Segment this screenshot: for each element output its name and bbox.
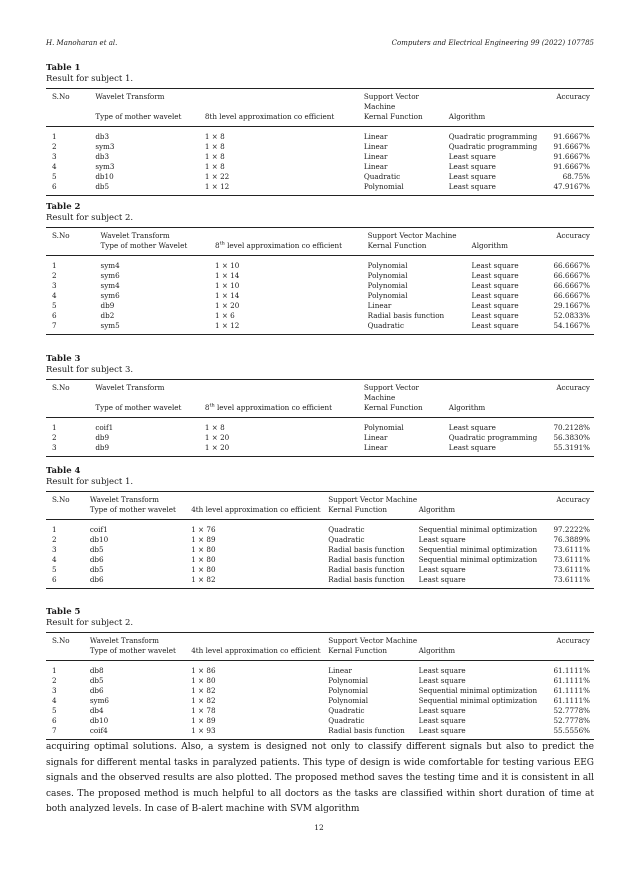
table-cell: db5 [89, 676, 104, 685]
table-cell: 1 × 89 [191, 716, 216, 725]
table-cell: Radial basis function [367, 311, 445, 320]
table-header-cell: Wavelet Transform [89, 636, 159, 645]
table-cell: 55.5556% [553, 726, 590, 735]
table-cell: db2 [100, 311, 115, 320]
table-cell: 76.3889% [553, 535, 590, 544]
table-row [46, 127, 594, 143]
table-row [46, 726, 594, 740]
table-cell: 1 × 8 [204, 423, 225, 432]
table-cell: Least square [448, 443, 496, 452]
table-cell: Least square [471, 281, 519, 290]
table-cell: 66.6667% [553, 271, 590, 280]
table-block [46, 202, 594, 335]
table-block [46, 354, 594, 457]
table-cell: 70.2128% [553, 423, 590, 432]
table-cell: Quadratic programming [448, 132, 538, 141]
table-header-cell: Type of mother Wavelet [100, 241, 188, 250]
table-header-cell [46, 646, 90, 661]
table-header-cell: Support Vector Machine [328, 495, 418, 504]
table-cell: 3 [52, 152, 57, 161]
table-cell: Least square [471, 271, 519, 280]
table-cell: 1 [52, 525, 57, 534]
table-cell: 55.3191% [553, 443, 590, 452]
table-header-cell: Support Vector Machine [363, 383, 419, 402]
table-cell: 1 × 20 [215, 301, 240, 310]
table-cell: 4 [52, 291, 57, 300]
table-header-row [46, 380, 594, 404]
table-cell: 1 × 80 [191, 555, 216, 564]
table-cell: Polynomial [363, 182, 404, 191]
table-cell: 1 [52, 423, 57, 432]
table-cell: db10 [89, 716, 109, 725]
table-cell: Least square [448, 182, 496, 191]
table-cell: 91.6667% [553, 162, 590, 171]
table-row [46, 696, 594, 706]
table-cell: Polynomial [367, 291, 408, 300]
table-cell: 5 [52, 172, 57, 181]
table-cell: db4 [89, 706, 104, 715]
table-header-cell: 4th level approximation co efficient [191, 646, 321, 655]
table-cell: 73.6111% [553, 545, 590, 554]
table-header-cell [449, 380, 553, 404]
table-cell: Radial basis function [328, 565, 405, 574]
table-row [46, 256, 594, 272]
table-header-cell: Wavelet Transform [89, 495, 159, 504]
table-cell: 1 × 6 [215, 311, 235, 320]
table-header-cell: Support Vector Machine [363, 92, 419, 111]
table-cell: 47.9167% [553, 182, 590, 191]
table-cell: Quadratic [363, 172, 401, 181]
table-cell: Linear [363, 433, 388, 442]
table-header-cell: Accuracy [556, 636, 590, 645]
table-title: Table 1 [46, 63, 81, 73]
table-caption: Result for subject 1. [46, 74, 134, 84]
table-cell: Linear [363, 152, 388, 161]
table-row [46, 142, 594, 152]
table-header-cell: Algorithm [418, 646, 456, 655]
table-cell: 1 × 89 [191, 535, 216, 544]
table-cell: Radial basis function [328, 726, 405, 735]
table-header-cell: Kernal Function [367, 241, 427, 250]
table-row [46, 706, 594, 716]
table-cell: sym4 [100, 281, 120, 290]
table-cell: Polynomial [328, 696, 369, 705]
table-cell: sym6 [89, 696, 109, 705]
table-cell: 2 [52, 535, 57, 544]
table-header-cell: Algorithm [448, 403, 486, 412]
table-header-cell [550, 646, 594, 661]
table-row [46, 162, 594, 172]
table-header-cell: Type of mother wavelet [89, 505, 176, 514]
table-header-cell [550, 505, 594, 520]
table-cell: 2 [52, 142, 57, 151]
table-caption: Result for subject 3. [46, 365, 134, 375]
table-cell: 1 × 10 [215, 281, 240, 290]
table-cell: coif1 [95, 423, 114, 432]
table-header-cell [553, 403, 594, 418]
running-header-authors: H. Manoharan et al. [46, 39, 118, 47]
table-cell: Sequential minimal optimization [418, 696, 538, 705]
table-header-cell [191, 492, 328, 506]
table-cell: Least square [448, 423, 496, 432]
table-cell: Linear [363, 162, 388, 171]
results-table [46, 379, 594, 457]
table-cell: Least square [471, 321, 519, 330]
table-title: Table 2 [46, 202, 81, 212]
table-cell: Quadratic programming [448, 433, 538, 442]
table-header-cell: Accuracy [556, 495, 590, 504]
table-header-cell: Accuracy [556, 383, 590, 392]
table-header-cell: Kernal Function [363, 403, 423, 412]
table-cell: Least square [471, 291, 519, 300]
table-cell: 66.6667% [553, 281, 590, 290]
table-row [46, 281, 594, 291]
table-row [46, 716, 594, 726]
table-cell: Quadratic [328, 525, 365, 534]
table-row [46, 152, 594, 162]
table-header-cell: Wavelet Transform [100, 231, 170, 240]
table-header-cell: Wavelet Transform [95, 92, 165, 101]
table-header-cell: Type of mother wavelet [95, 112, 182, 121]
table-cell: Sequential minimal optimization [418, 686, 538, 695]
table-cell: 5 [52, 301, 57, 310]
table-cell: 91.6667% [553, 152, 590, 161]
table-cell: Quadratic programming [448, 142, 538, 151]
table-header-row [46, 228, 594, 242]
table-cell: 1 × 8 [204, 162, 225, 171]
results-table [46, 227, 594, 335]
table-cell: sym6 [100, 271, 120, 280]
table-cell: 6 [52, 716, 57, 725]
page-number: 12 [314, 823, 324, 832]
table-cell: Linear [363, 142, 388, 151]
table-row [46, 661, 594, 677]
table-cell: 52.7778% [553, 706, 590, 715]
table-header-row [46, 505, 594, 520]
table-header-row [46, 633, 594, 647]
table-cell: Radial basis function [328, 545, 405, 554]
table-cell: 4 [52, 555, 57, 564]
table-header-row [46, 492, 594, 506]
table-cell: 4 [52, 162, 57, 171]
table-cell: 3 [52, 686, 57, 695]
table-header-cell: S.No [52, 636, 70, 645]
table-row [46, 291, 594, 301]
table-cell: 1 × 80 [191, 545, 216, 554]
table-cell: Least square [418, 565, 466, 574]
table-block [46, 63, 594, 196]
table-header-cell: Type of mother wavelet [95, 403, 182, 412]
table-cell: 2 [52, 676, 57, 685]
table-header-row [46, 89, 594, 113]
body-paragraph: acquiring optimal solutions. Also, a system is designed not only to classify different signals but also to predict the signals for different mental tasks in paralyzed patients. This type of design is wide comfortable for testing various EEG signals and the observed results are also plotted. The proposed method saves the testing time and it is consistent in all cases. The proposed method is much helpful to all doctors as the tasks are classified within short duration of time at both analyzed levels. In case of B-alert machine with SVM algorithm [46, 742, 594, 814]
table-cell: 6 [52, 182, 57, 191]
table-header-row [46, 112, 594, 127]
table-cell: Least square [448, 162, 496, 171]
table-cell: 91.6667% [553, 132, 590, 141]
table-cell: 1 × 20 [204, 433, 230, 442]
table-header-cell [472, 228, 554, 242]
table-caption: Result for subject 2. [46, 213, 134, 223]
table-cell: 3 [52, 443, 57, 452]
table-cell: sym3 [95, 142, 115, 151]
table-cell: 1 × 12 [204, 182, 230, 191]
table-row [46, 520, 594, 536]
table-title: Table 5 [46, 607, 81, 617]
table-cell: 3 [52, 545, 57, 554]
table-cell: 2 [52, 271, 57, 280]
table-cell: 66.6667% [553, 291, 590, 300]
table-cell: db6 [89, 575, 104, 584]
table-cell: 1 × 86 [191, 666, 216, 675]
table-cell: Least square [471, 311, 519, 320]
table-cell: Sequential minimal optimization [418, 555, 538, 564]
table-cell: 7 [52, 321, 57, 330]
table-cell: db9 [95, 443, 110, 452]
results-table [46, 632, 594, 740]
table-cell: 56.3830% [553, 433, 590, 442]
table-cell: 61.1111% [553, 666, 590, 675]
table-header-cell: Accuracy [556, 231, 590, 240]
table-cell: 1 × 93 [191, 726, 216, 735]
table-cell: Radial basis function [328, 575, 405, 584]
table-header-cell: Kernal Function [328, 505, 387, 514]
table-cell: Polynomial [328, 676, 369, 685]
table-cell: db10 [89, 535, 109, 544]
table-header-cell [215, 228, 368, 242]
table-cell: 54.1667% [553, 321, 590, 330]
table-cell: 97.2222% [553, 525, 590, 534]
table-cell: 1 × 12 [215, 321, 240, 330]
table-row [46, 575, 594, 589]
table-cell: Quadratic [328, 706, 365, 715]
table-cell: 1 × 8 [204, 142, 225, 151]
table-cell: 1 × 20 [204, 443, 230, 452]
table-cell: db10 [95, 172, 114, 181]
table-header-cell [205, 89, 364, 113]
table-cell: 1 × 8 [204, 152, 225, 161]
table-header-cell: Support Vector Machine [328, 636, 418, 645]
table-header-cell [191, 633, 328, 647]
table-row [46, 443, 594, 457]
table-cell: 1 × 82 [191, 696, 216, 705]
table-cell: db5 [89, 565, 104, 574]
table-cell: Least square [418, 716, 466, 725]
table-title: Table 4 [46, 466, 81, 476]
table-header-cell: S.No [52, 231, 70, 240]
table-cell: 73.6111% [553, 555, 590, 564]
table-row [46, 172, 594, 182]
table-row [46, 545, 594, 555]
table-cell: Quadratic [328, 535, 365, 544]
table-row [46, 321, 594, 335]
table-cell: Least square [471, 301, 519, 310]
table-block [46, 466, 594, 589]
table-header-cell: Algorithm [471, 241, 508, 250]
table-cell: 73.6111% [553, 565, 590, 574]
table-cell: db3 [95, 152, 110, 161]
table-header-cell: Accuracy [556, 92, 590, 101]
table-header-cell [46, 505, 90, 520]
table-header-cell [553, 112, 594, 127]
table-cell: Quadratic [328, 716, 365, 725]
table-header-cell: 4th level approximation co efficient [191, 505, 321, 514]
table-header-cell: 8th level approximation co efficient [215, 240, 343, 250]
results-table [46, 491, 594, 589]
table-header-row [46, 403, 594, 418]
table-cell: Sequential minimal optimization [418, 545, 538, 554]
table-cell: 7 [52, 726, 57, 735]
table-row [46, 271, 594, 281]
table-cell: Polynomial [367, 261, 408, 270]
table-cell: 61.1111% [553, 686, 590, 695]
table-cell: db9 [95, 433, 110, 442]
table-cell: 1 × 14 [215, 271, 240, 280]
table-cell: 68.75% [562, 172, 590, 181]
table-cell: sym6 [100, 291, 120, 300]
table-cell: 1 × 14 [215, 291, 240, 300]
table-cell: 1 × 80 [191, 676, 216, 685]
table-cell: Polynomial [363, 423, 404, 432]
table-cell: 1 [52, 666, 57, 675]
table-row [46, 418, 594, 434]
table-header-cell: S.No [52, 383, 70, 392]
table-block [46, 607, 594, 740]
table-cell: coif1 [89, 525, 108, 534]
table-cell: Least square [418, 666, 466, 675]
table-header-row [46, 646, 594, 661]
table-cell: 29.1667% [553, 301, 590, 310]
table-header-cell: Kernal Function [328, 646, 387, 655]
table-cell: Polynomial [367, 281, 408, 290]
running-header-journal: Computers and Electrical Engineering 99 (2022) 107785 [391, 39, 594, 47]
table-cell: 1 [52, 132, 57, 141]
table-caption: Result for subject 1. [46, 477, 134, 487]
table-header-cell: 8th level approximation co efficient [204, 402, 332, 412]
table-header-cell [46, 241, 101, 256]
table-cell: coif4 [89, 726, 108, 735]
table-cell: 73.6111% [553, 575, 590, 584]
table-header-cell [46, 403, 95, 418]
table-header-cell [449, 89, 553, 113]
table-caption: Result for subject 2. [46, 618, 134, 628]
table-header-cell [553, 241, 594, 256]
table-row [46, 433, 594, 443]
table-cell: 6 [52, 311, 57, 320]
table-cell: 3 [52, 281, 57, 290]
results-table [46, 88, 594, 196]
table-row [46, 182, 594, 196]
table-cell: Least square [418, 726, 466, 735]
table-header-cell: Algorithm [448, 112, 486, 121]
table-header-cell [46, 112, 95, 127]
table-cell: Sequential minimal optimization [418, 525, 538, 534]
table-cell: 1 × 22 [204, 172, 230, 181]
table-cell: 1 × 8 [204, 132, 225, 141]
table-header-cell [419, 492, 551, 506]
table-cell: 6 [52, 575, 57, 584]
table-cell: 1 × 82 [191, 575, 216, 584]
table-header-cell: Algorithm [418, 505, 456, 514]
table-cell: 1 × 78 [191, 706, 216, 715]
table-cell: 52.7778% [553, 716, 590, 725]
table-cell: db6 [89, 555, 104, 564]
table-cell: 5 [52, 706, 57, 715]
table-cell: db3 [95, 132, 110, 141]
table-cell: db8 [89, 666, 104, 675]
table-cell: sym3 [95, 162, 115, 171]
table-header-cell: S.No [52, 495, 70, 504]
table-row [46, 535, 594, 545]
table-cell: 1 × 10 [215, 261, 240, 270]
table-cell: 1 × 76 [191, 525, 216, 534]
table-cell: sym5 [100, 321, 120, 330]
table-title: Table 3 [46, 354, 81, 364]
table-cell: 66.6667% [553, 261, 590, 270]
table-header-row [46, 241, 594, 256]
table-header-cell: S.No [52, 92, 70, 101]
table-header-cell [205, 380, 364, 404]
table-cell: Polynomial [367, 271, 408, 280]
table-cell: Least square [418, 706, 466, 715]
table-cell: 61.1111% [553, 676, 590, 685]
table-cell: Linear [367, 301, 392, 310]
table-cell: Least square [418, 575, 466, 584]
table-header-cell: Wavelet Transform [95, 383, 165, 392]
table-cell: Least square [448, 152, 496, 161]
table-cell: sym4 [100, 261, 120, 270]
table-row [46, 676, 594, 686]
table-row [46, 565, 594, 575]
table-cell: 5 [52, 565, 57, 574]
table-row [46, 555, 594, 565]
table-cell: db6 [89, 686, 104, 695]
table-header-cell [419, 633, 551, 647]
table-cell: Least square [471, 261, 519, 270]
table-cell: Least square [448, 172, 496, 181]
table-cell: Quadratic [367, 321, 404, 330]
table-cell: Least square [418, 676, 466, 685]
table-cell: db5 [89, 545, 104, 554]
table-cell: Linear [328, 666, 352, 675]
table-cell: 1 × 80 [191, 565, 216, 574]
table-row [46, 311, 594, 321]
table-row [46, 686, 594, 696]
table-cell: Linear [363, 443, 388, 452]
table-row [46, 301, 594, 311]
table-cell: db9 [100, 301, 115, 310]
table-cell: Least square [418, 535, 466, 544]
table-cell: 1 × 82 [191, 686, 216, 695]
table-header-cell: Type of mother wavelet [89, 646, 176, 655]
table-header-cell: Kernal Function [363, 112, 423, 121]
table-cell: 2 [52, 433, 57, 442]
table-cell: 4 [52, 696, 57, 705]
table-cell: db5 [95, 182, 110, 191]
table-cell: Linear [363, 132, 388, 141]
table-cell: 1 [52, 261, 57, 270]
table-header-cell: 8th level approximation co efficient [204, 112, 335, 121]
table-cell: 52.0833% [553, 311, 590, 320]
table-cell: 61.1111% [553, 696, 590, 705]
table-cell: Radial basis function [328, 555, 405, 564]
table-cell: 91.6667% [553, 142, 590, 151]
table-header-cell: Support Vector Machine [367, 231, 457, 240]
table-cell: Polynomial [328, 686, 369, 695]
